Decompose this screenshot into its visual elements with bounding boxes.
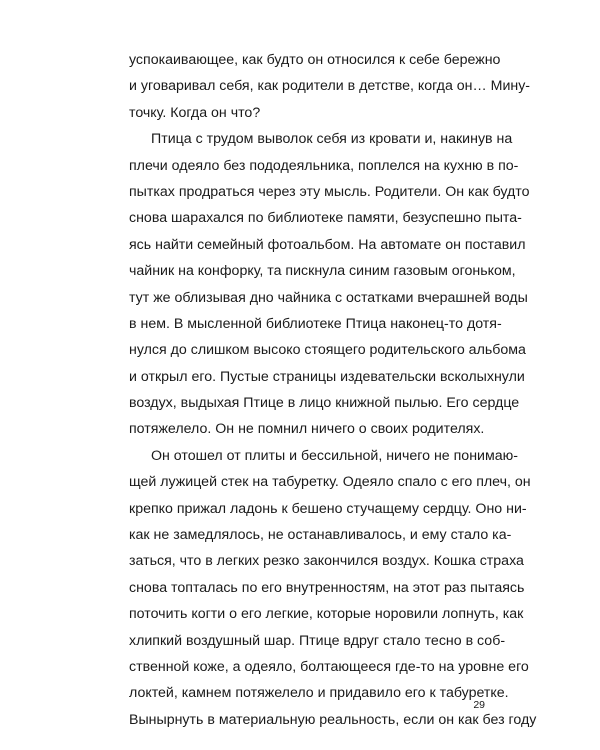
text-line: точку. Когда он что? xyxy=(129,104,261,121)
text-line: Птица с трудом выволок себя из кровати и, накинув на xyxy=(151,131,513,148)
text-line: Он отошел от плиты и бессильной, ничего не понимаю- xyxy=(151,447,518,464)
paragraph xyxy=(129,443,537,733)
text-line: локтей, камнем потяжелело и придавило его к табуретке. xyxy=(129,685,509,702)
text-line: снова шарахался по библиотеке памяти, безуспешно пыта- xyxy=(129,210,522,227)
paragraph xyxy=(129,47,531,126)
paragraph xyxy=(129,126,530,443)
text-line: в нем. В мысленной библиотеке Птица наконец-то дотя- xyxy=(129,315,502,332)
text-line: нулся до слишком высоко стоящего родительского альбома xyxy=(129,342,526,359)
text-line: поточить когти о его легкие, которые норовили лопнуть, как xyxy=(129,606,524,623)
text-line: чайник на конфорку, та пискнула синим газовым огоньком, xyxy=(129,263,516,280)
text-line: потяжелело. Он не помнил ничего о своих родителях. xyxy=(129,421,485,438)
text-line: пытках продраться через эту мысль. Родители. Он как будто xyxy=(129,183,530,200)
text-line: снова топталась по его внутренностям, на этот раз пытаясь xyxy=(129,579,525,596)
text-line: успокаивающее, как будто он относился к себе бережно xyxy=(129,52,501,68)
text-line: и открыл его. Пустые страницы издевательски всколыхнули xyxy=(129,368,525,385)
body-text xyxy=(129,47,537,733)
text-line: тут же облизывая дно чайника с остатками вчерашней воды xyxy=(129,289,528,306)
text-line: и уговаривал себя, как родители в детстве, когда он… Мину- xyxy=(129,78,531,95)
text-line: заться, что в легких резко закончился воздух. Кошка страха xyxy=(129,553,524,570)
text-line: воздух, выдыхая Птице в лицо книжной пылью. Его сердце xyxy=(129,395,520,412)
text-line: крепко прижал ладонь к бешено стучащему сердцу. Оно ни- xyxy=(129,500,527,517)
text-line: ясь найти семейный фотоальбом. На автомате он поставил xyxy=(129,236,526,253)
text-line: хлипкий воздушный шар. Птице вдруг стало тесно в соб- xyxy=(129,632,506,649)
text-line: ственной коже, а одеяло, болтающееся где-то на уровне его xyxy=(129,658,529,675)
text-line: как не замедлялось, не останавливалось, и ему стало ка- xyxy=(129,527,512,544)
page-number: 29 xyxy=(473,699,485,711)
text-line: плечи одеяло без пододеяльника, поплелся на кухню в по- xyxy=(129,157,519,174)
text-line: щей лужицей стек на табуретку. Одеяло спало с его плеч, он xyxy=(129,474,531,491)
text-line: Вынырнуть в материальную реальность, если он как без году xyxy=(129,711,537,728)
